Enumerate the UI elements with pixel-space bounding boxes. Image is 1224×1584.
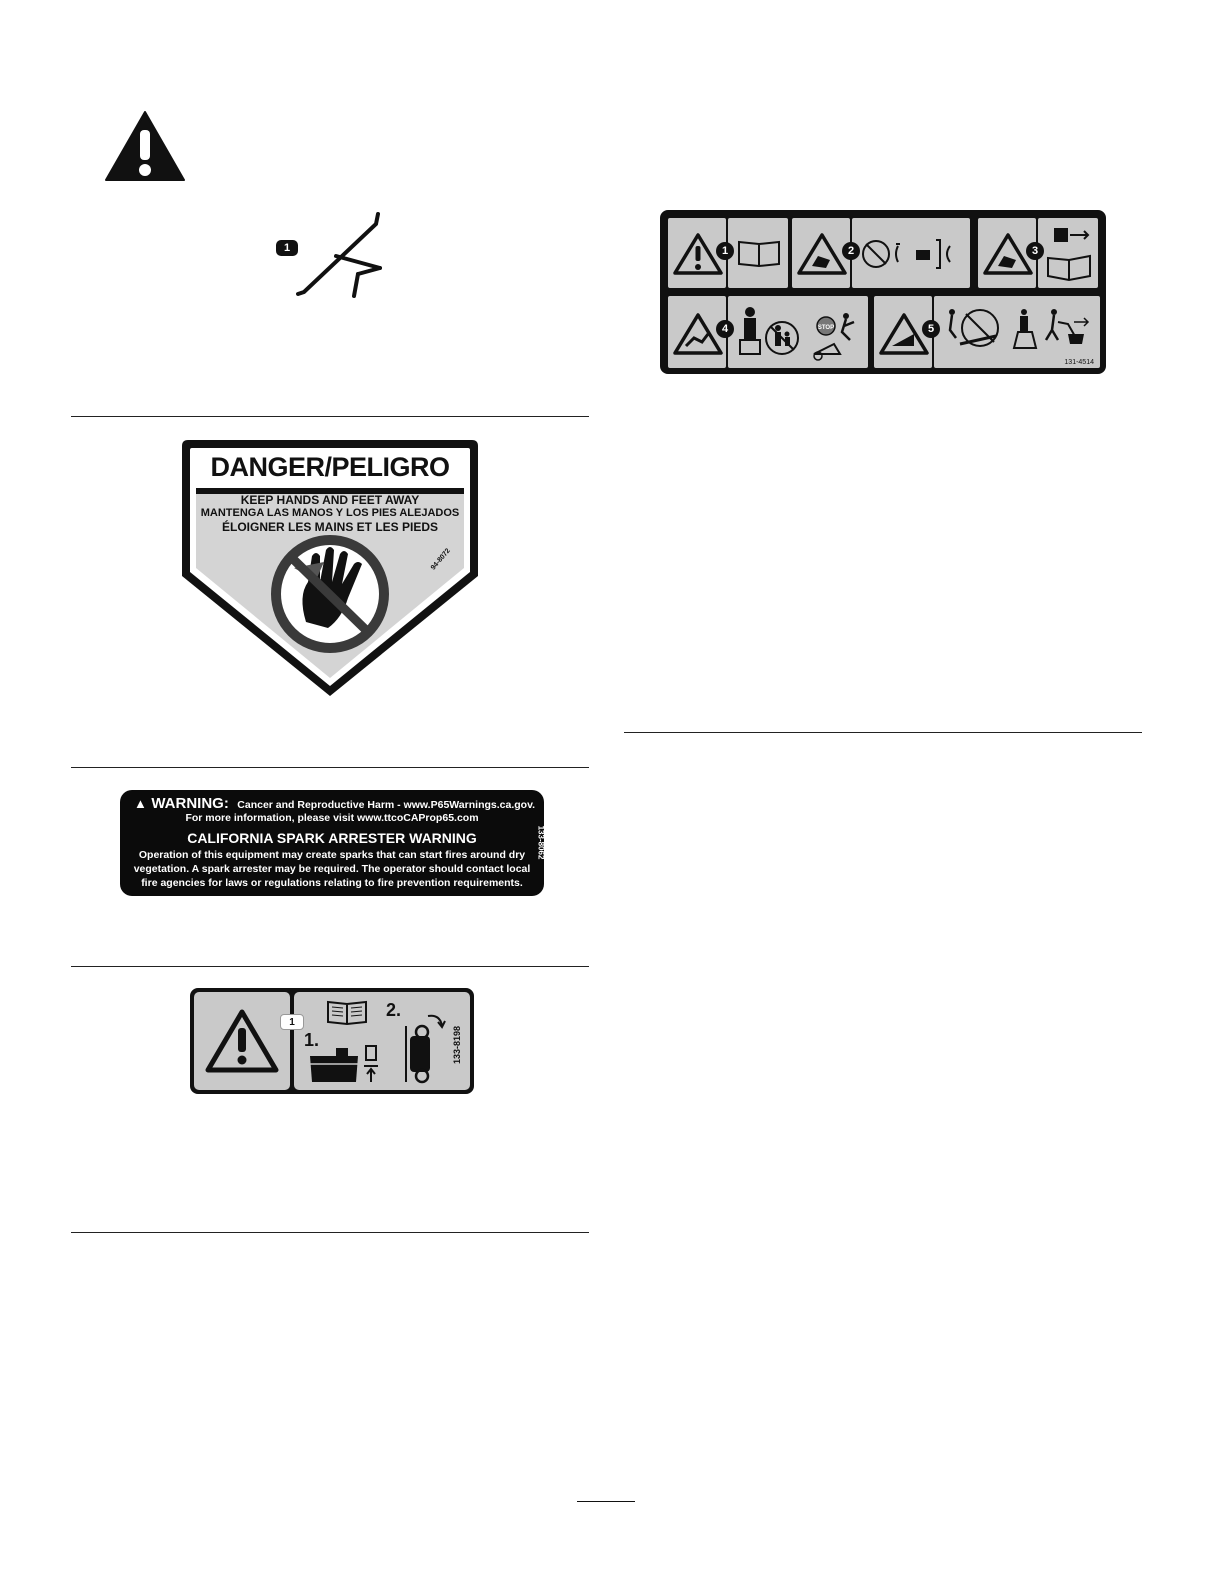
warning-body2: vegetation. A spark arrester may be required. The operator should contact local <box>133 863 531 875</box>
warning-triangle-icon: ▲ <box>134 796 147 811</box>
danger-code: 94-8072 <box>429 547 452 572</box>
callout-1: 1 <box>280 1014 304 1030</box>
danger-decal <box>178 436 482 700</box>
keep-bystanders-away-icon <box>734 304 862 364</box>
step-2-label: 2. <box>386 1000 402 1020</box>
mower-tip-icon <box>400 1006 446 1086</box>
oil-fill-icon <box>308 1044 388 1084</box>
badge-4: 4 <box>716 320 734 338</box>
badge-3: 3 <box>1026 242 1044 260</box>
divider <box>71 1232 589 1233</box>
warning-title2: CALIFORNIA SPARK ARRESTER WARNING <box>187 830 477 846</box>
decal-warning-cell <box>194 992 290 1090</box>
decal-code: 133-8198 <box>452 1025 463 1065</box>
decal-location-bracket-icon <box>296 210 388 302</box>
stop-sign-text: STOP <box>817 325 835 331</box>
operator-manual-icon <box>736 238 782 270</box>
warning-triangle-icon <box>104 110 186 182</box>
callout-1: 1 <box>276 240 298 256</box>
thrown-object-hazard-icon <box>672 312 724 356</box>
spark-plug-manual-icon <box>1044 224 1094 282</box>
divider <box>624 732 1142 733</box>
danger-line-en: KEEP HANDS AND FEET AWAY <box>240 493 420 507</box>
warning-heading: WARNING: <box>151 795 229 812</box>
cut-hazard-triangle-icon <box>796 232 848 276</box>
divider <box>71 767 589 768</box>
warning-decal <box>120 790 544 896</box>
decal-131-4514 <box>660 210 1106 374</box>
badge-5: 5 <box>922 320 940 338</box>
danger-title: DANGER/PELIGRO <box>210 452 450 482</box>
warning-code: 133-8062 <box>536 825 546 860</box>
page-footer-line <box>577 1501 635 1502</box>
slope-hazard-icon <box>878 312 930 356</box>
warning-line2: For more information, please visit www.ttcoCAProp65.com <box>185 812 479 824</box>
step-1-label: 1. <box>304 1030 320 1050</box>
decal-133-8198 <box>190 988 474 1094</box>
warning-body3: fire agencies for laws or regulations relating to fire prevention requirements. <box>141 877 523 889</box>
danger-line-es: MANTENGA LAS MANOS Y LOS PIES ALEJADOS <box>200 507 460 519</box>
warning-triangle-icon <box>204 1008 280 1074</box>
decal-cell <box>726 216 790 290</box>
badge-2: 2 <box>842 242 860 260</box>
decal-cell <box>932 294 1102 370</box>
decal-cell <box>850 216 972 290</box>
decal-cell <box>1036 216 1100 290</box>
decal-instruction-cell <box>289 992 470 1090</box>
decal-cell <box>726 294 870 370</box>
divider <box>71 966 589 967</box>
badge-1: 1 <box>716 242 734 260</box>
decal-code: 131-4514 <box>1064 359 1094 366</box>
operator-manual-icon <box>324 998 370 1028</box>
warning-line1: Cancer and Reproductive Harm - www.P65Warnings.ca.gov. <box>237 799 536 811</box>
shut-off-engine-icon <box>860 232 964 276</box>
danger-line-fr: ÉLOIGNER LES MAINS ET LES PIEDS <box>221 520 439 534</box>
divider <box>71 416 589 417</box>
mow-across-slopes-icon <box>940 304 1094 354</box>
warning-body1: Operation of this equipment may create sparks that can start fires around dry <box>138 849 526 861</box>
